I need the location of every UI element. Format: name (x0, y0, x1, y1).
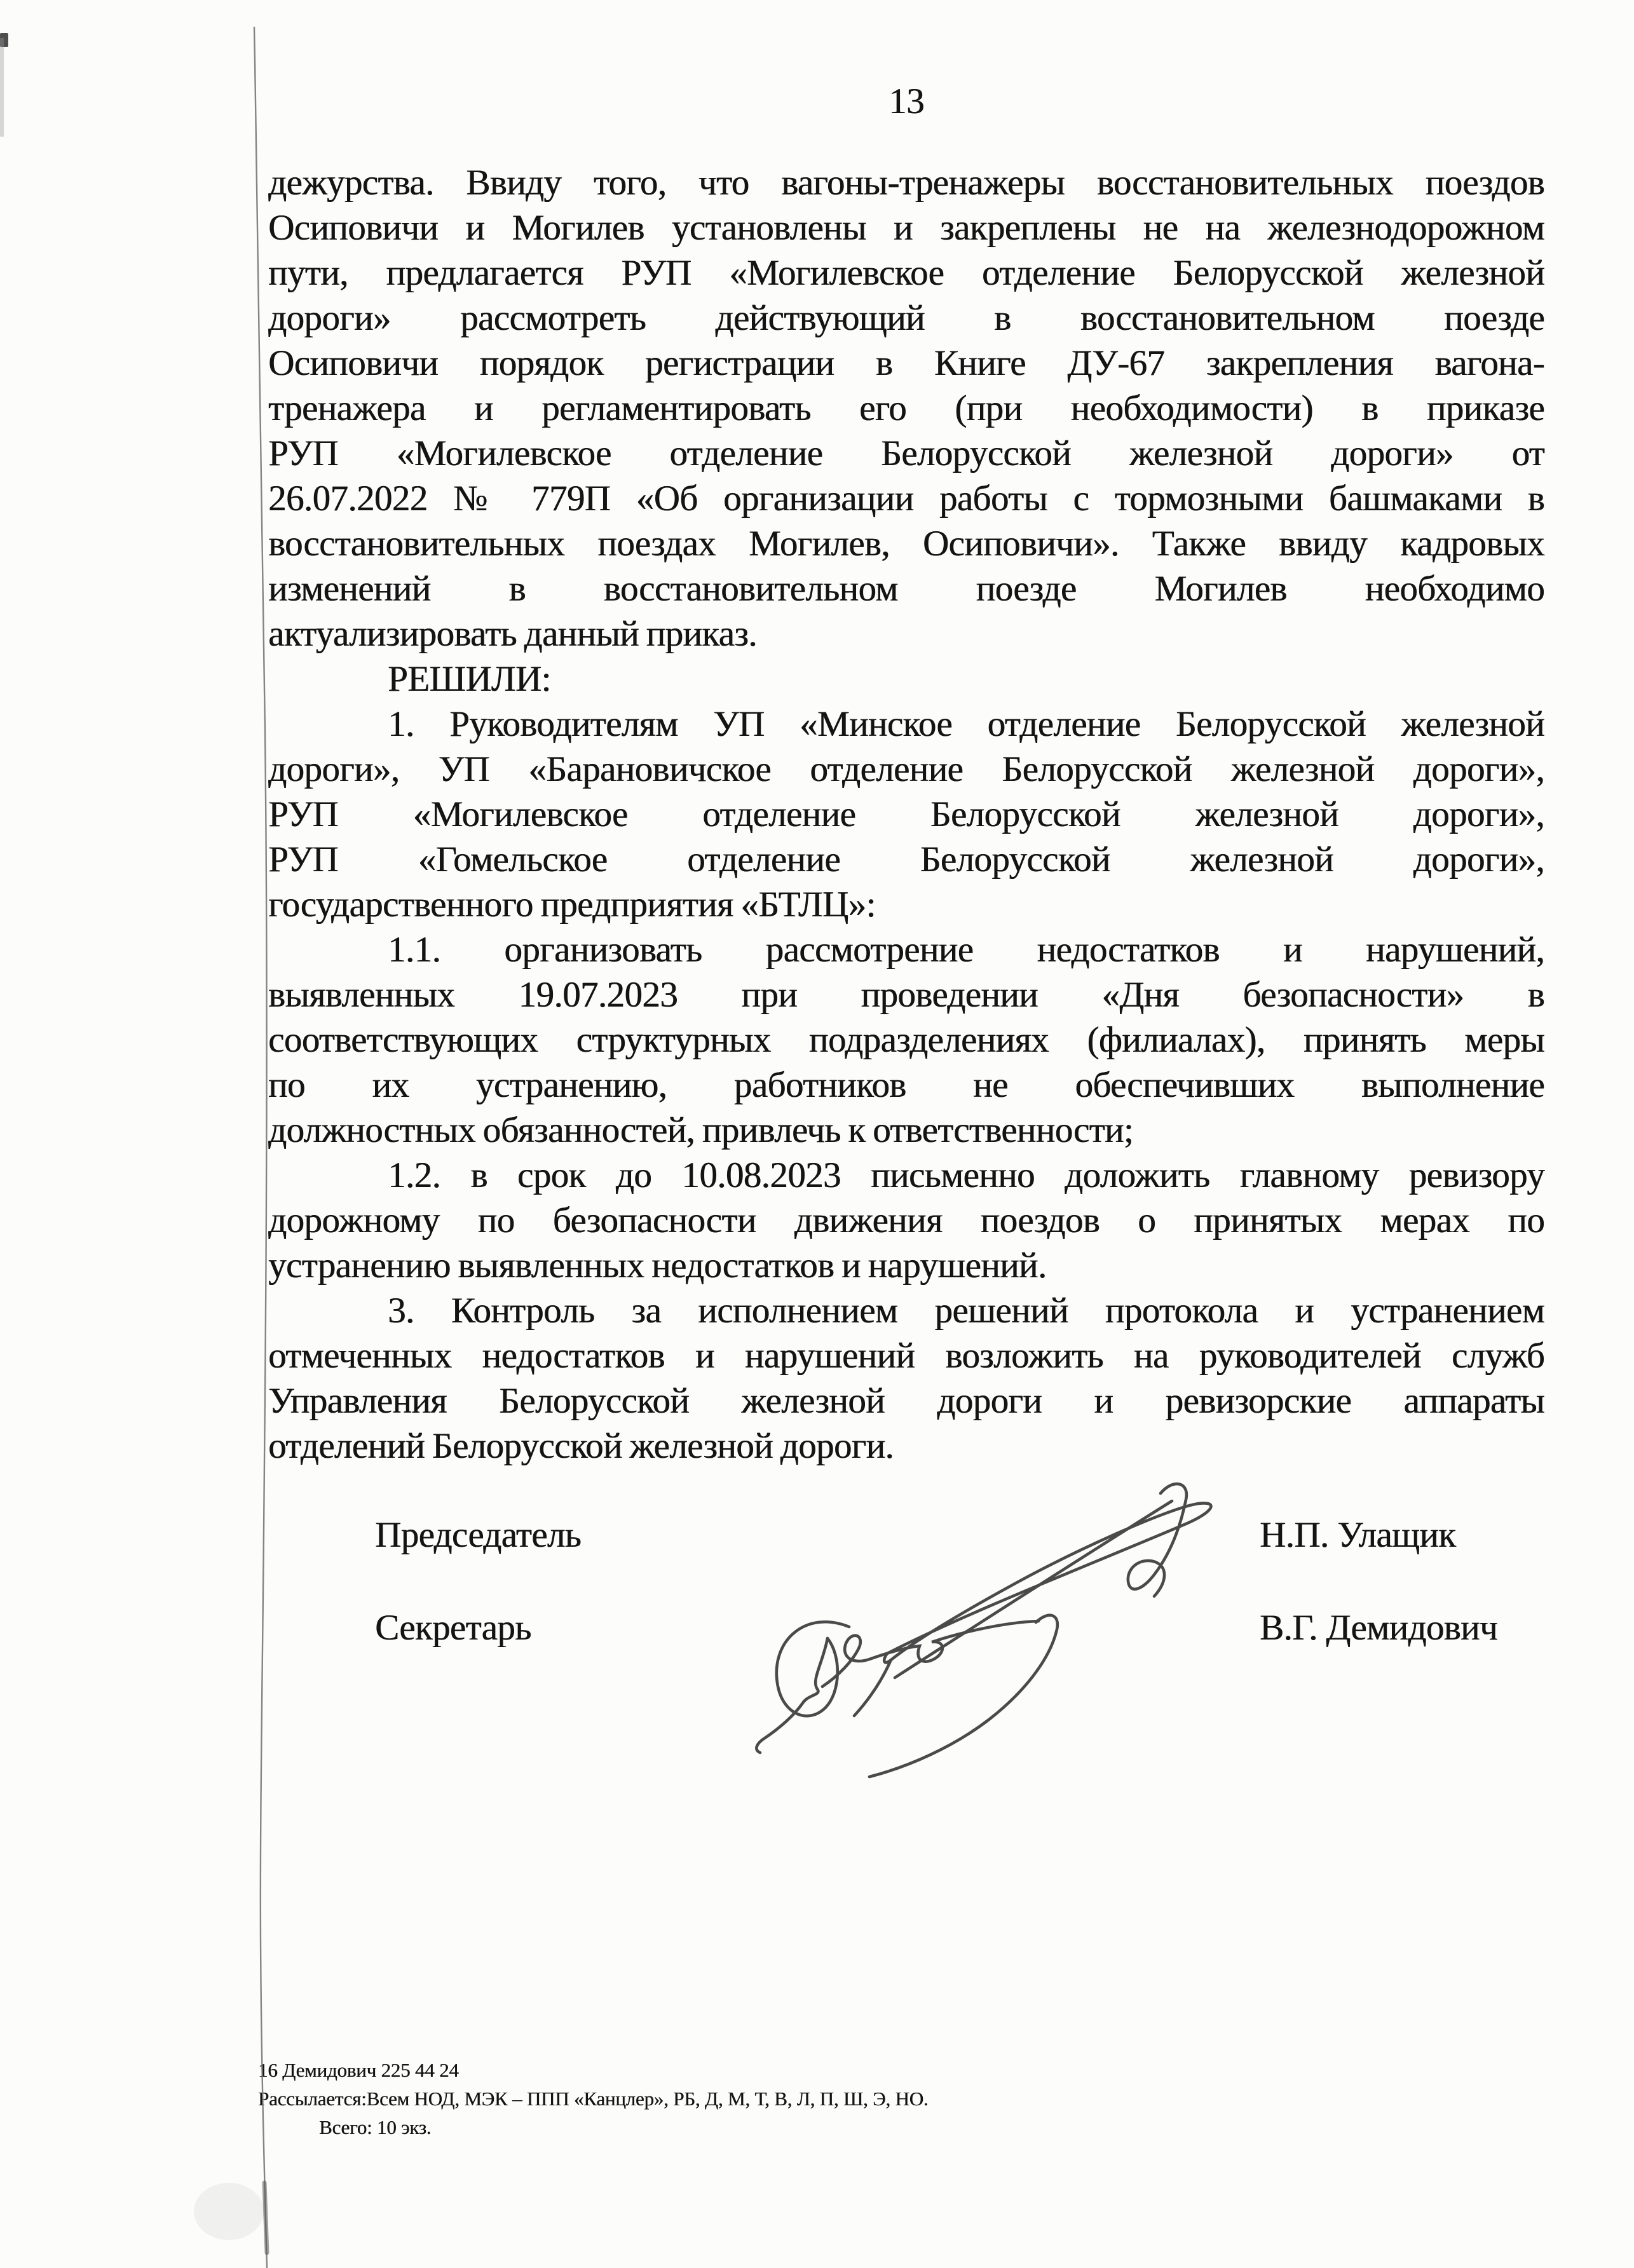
signature-row-chairman (268, 1512, 1544, 1558)
body-line: по их устранению, работников не обеспечивших выполнение (268, 1065, 1544, 1105)
document-footer (258, 2056, 1338, 2142)
body-line: выявленных 19.07.2023 при проведении «Дня безопасности» в (268, 975, 1544, 1015)
fold-crease-dark-segment (264, 2183, 267, 2253)
body-line: дорожному по безопасности движения поездов о принятых мерах по (268, 1200, 1544, 1240)
body-line: 1.2. в срок до 10.08.2023 письменно доложить главному ревизору (388, 1155, 1544, 1195)
body-line: РУП «Гомельское отделение Белорусской железной дороги», (268, 839, 1544, 879)
distribution-line (258, 2084, 1338, 2113)
body-line: Управления Белорусской железной дороги и ревизорские аппараты (268, 1381, 1544, 1421)
body-line: актуализировать данный приказ. (268, 614, 757, 654)
copies-total: Всего: 10 экз. (319, 2116, 432, 2138)
secretary-title: Секретарь (375, 1608, 531, 1648)
body-line: Осиповичи порядок регистрации в Книге ДУ-67 закрепления вагона- (268, 343, 1544, 383)
distribution-label: Рассылается: (258, 2088, 367, 2110)
body-line: РУП «Могилевское отделение Белорусской железной дороги» от (268, 433, 1544, 473)
body-line: дороги», УП «Барановичское отделение Белорусской железной дороги», (268, 749, 1544, 789)
body-line: 3. Контроль за исполнением решений протокола и устранением (388, 1291, 1544, 1331)
body-line: Осиповичи и Могилев установлены и закреплены не на железнодорожном (268, 208, 1544, 248)
body-line: восстановительных поездах Могилев, Осиповичи». Также ввиду кадровых (268, 524, 1544, 564)
secretary-name: В.Г. Демидович (1260, 1608, 1497, 1648)
body-line: 1.1. организовать рассмотрение недостатков и нарушений, (388, 930, 1544, 970)
body-line: 1. Руководителям УП «Минское отделение Белорусской железной (388, 704, 1544, 744)
executor-contact: 16 Демидович 225 44 24 (258, 2059, 459, 2081)
document-body (268, 160, 1544, 1469)
body-line: пути, предлагается РУП «Могилевское отделение Белорусской железной (268, 253, 1544, 293)
signature-row-secretary (268, 1605, 1544, 1650)
body-line: государственного предприятия «БТЛЦ»: (268, 885, 876, 925)
body-line: РЕШИЛИ: (388, 659, 551, 699)
edge-mark (0, 33, 8, 47)
body-line: отделений Белорусской железной дороги. (268, 1426, 894, 1466)
body-line: устранению выявленных недостатков и нарушений. (268, 1246, 1047, 1286)
body-line: соответствующих структурных подразделениях (филиалах), принять меры (268, 1020, 1544, 1060)
body-line: тренажера и регламентировать его (при необходимости) в приказе (268, 388, 1544, 428)
distribution-list: Всем НОД, МЭК – ППП «Канцлер», РБ, Д, М, Т, В, Л, П, Ш, Э, НО. (366, 2088, 929, 2110)
page-number: 13 (888, 81, 924, 121)
body-line: 26.07.2022 № 779П «Об организации работы с тормозными башмаками в (268, 479, 1544, 519)
body-line: изменений в восстановительном поезде Могилев необходимо (268, 569, 1544, 609)
body-line: дороги» рассмотреть действующий в восстановительном поезде (268, 298, 1544, 338)
scan-smudge (194, 2183, 264, 2240)
body-line: РУП «Могилевское отделение Белорусской железной дороги», (268, 794, 1544, 834)
chairman-title: Председатель (375, 1515, 582, 1555)
body-line: отмеченных недостатков и нарушений возложить на руководителей служб (268, 1336, 1544, 1376)
chairman-name: Н.П. Улащик (1260, 1515, 1456, 1555)
body-line: должностных обязанностей, привлечь к ответственности; (268, 1110, 1134, 1150)
fold-crease-line (254, 27, 267, 2268)
body-line: дежурства. Ввиду того, что вагоны-тренажеры восстановительных поездов (268, 163, 1544, 203)
